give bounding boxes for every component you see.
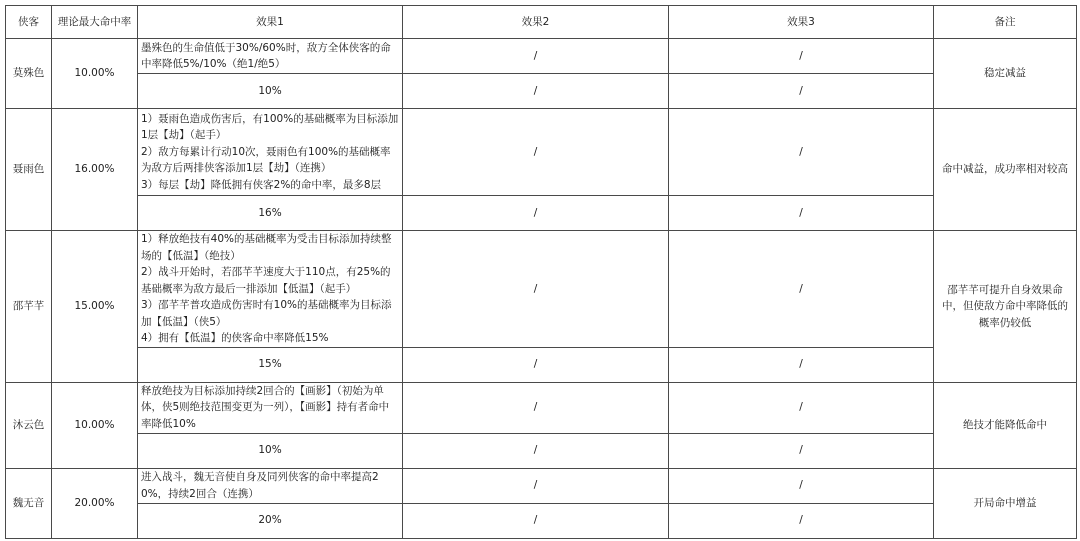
effect-2-desc: /: [403, 231, 669, 348]
effect-line: 1）聂雨色造成伤害后，有100%的基础概率为目标添加1层【劫】（起手）: [141, 112, 399, 142]
hero-name: 魏无音: [6, 468, 52, 538]
hero-max-hit-rate: 15.00%: [52, 231, 138, 383]
hero-max-hit-rate: 20.00%: [52, 468, 138, 538]
effect-2-value: /: [403, 347, 669, 382]
hero-name: 莫殊色: [6, 39, 52, 109]
effect-2-desc: /: [403, 109, 669, 196]
effect-line: 3）邵芊芊普攻造成伤害时有10%的基础概率为目标添加【低温】（侠5）: [141, 299, 392, 328]
effect-1-value: 15%: [138, 347, 403, 382]
effect-3-desc: /: [669, 382, 934, 433]
effect-1-value: 20%: [138, 503, 403, 538]
hero-note: 稳定减益: [934, 39, 1077, 109]
effect-1-desc: 进入战斗，魏无音使自身及同列侠客的命中率提高20%，持续2回合（连携）: [138, 468, 403, 503]
hero-name: 聂雨色: [6, 109, 52, 231]
hero-note: 绝技才能降低命中: [934, 382, 1077, 468]
table-row: [6, 196, 1077, 231]
hero-max-hit-rate: 10.00%: [52, 39, 138, 109]
table-row: [6, 74, 1077, 109]
effect-2-value: /: [403, 433, 669, 468]
table-row: [6, 503, 1077, 538]
hero-max-hit-rate: 16.00%: [52, 109, 138, 231]
effect-3-value: /: [669, 196, 934, 231]
effect-1-desc: [138, 231, 403, 348]
header-effect-2: 效果2: [403, 6, 669, 39]
effect-1-value: 10%: [138, 74, 403, 109]
table-row: [6, 347, 1077, 382]
hero-note: 命中减益，成功率相对较高: [934, 109, 1077, 231]
header-effect-1: 效果1: [138, 6, 403, 39]
effect-line: 4）拥有【低温】的侠客命中率降低15%: [141, 332, 329, 344]
effect-line: 2）战斗开始时，若邵芊芊速度大于110点，有25%的基础概率为敌方最后一排添加【低温】（起手）: [141, 266, 391, 295]
header-effect-3: 效果3: [669, 6, 934, 39]
effect-2-desc: /: [403, 39, 669, 74]
hero-name: 沐云色: [6, 382, 52, 468]
table-row: [6, 231, 1077, 348]
effect-line: 3）每层【劫】降低拥有侠客2%的命中率，最多8层: [141, 178, 382, 191]
hero-hit-rate-table: [5, 5, 1077, 539]
hero-note: 邵芊芊可提升自身效果命中，但使敌方命中率降低的概率仍较低: [934, 231, 1077, 383]
effect-3-value: /: [669, 347, 934, 382]
hero-note: 开局命中增益: [934, 468, 1077, 538]
effect-1-value: 16%: [138, 196, 403, 231]
effect-2-value: /: [403, 196, 669, 231]
effect-3-desc: /: [669, 109, 934, 196]
effect-2-desc: /: [403, 468, 669, 503]
effect-3-desc: /: [669, 468, 934, 503]
table-row: [6, 39, 1077, 74]
page: [5, 5, 1076, 536]
hero-name: 邵芊芊: [6, 231, 52, 383]
table-row: [6, 382, 1077, 433]
effect-2-value: /: [403, 74, 669, 109]
effect-2-desc: /: [403, 382, 669, 433]
effect-line: 1）释放绝技有40%的基础概率为受击目标添加持续整场的【低温】（绝技）: [141, 233, 392, 262]
hero-max-hit-rate: 10.00%: [52, 382, 138, 468]
table-row: [6, 433, 1077, 468]
header-max-hit-rate: 理论最大命中率: [52, 6, 138, 39]
effect-1-desc: [138, 109, 403, 196]
effect-3-desc: /: [669, 39, 934, 74]
header-hero: 侠客: [6, 6, 52, 39]
table-row: [6, 109, 1077, 196]
effect-3-value: /: [669, 74, 934, 109]
effect-1-value: 10%: [138, 433, 403, 468]
effect-line: 2）敌方每累计行动10次，聂雨色有100%的基础概率为敌方后两排侠客添加1层【劫】（连携）: [141, 145, 391, 175]
header-notes: 备注: [934, 6, 1077, 39]
effect-1-desc: 墨殊色的生命值低于30%/60%时，敌方全体侠客的命中率降低5%/10%（绝1/绝5）: [138, 39, 403, 74]
effect-2-value: /: [403, 503, 669, 538]
effect-3-desc: /: [669, 231, 934, 348]
effect-3-value: /: [669, 503, 934, 538]
table-row: [6, 468, 1077, 503]
header-row: [6, 6, 1077, 39]
effect-1-desc: 释放绝技为目标添加持续2回合的【画影】（初始为单体，侠5则绝技范围变更为一列），【画影】持有者命中率降低10%: [138, 382, 403, 433]
effect-3-value: /: [669, 433, 934, 468]
